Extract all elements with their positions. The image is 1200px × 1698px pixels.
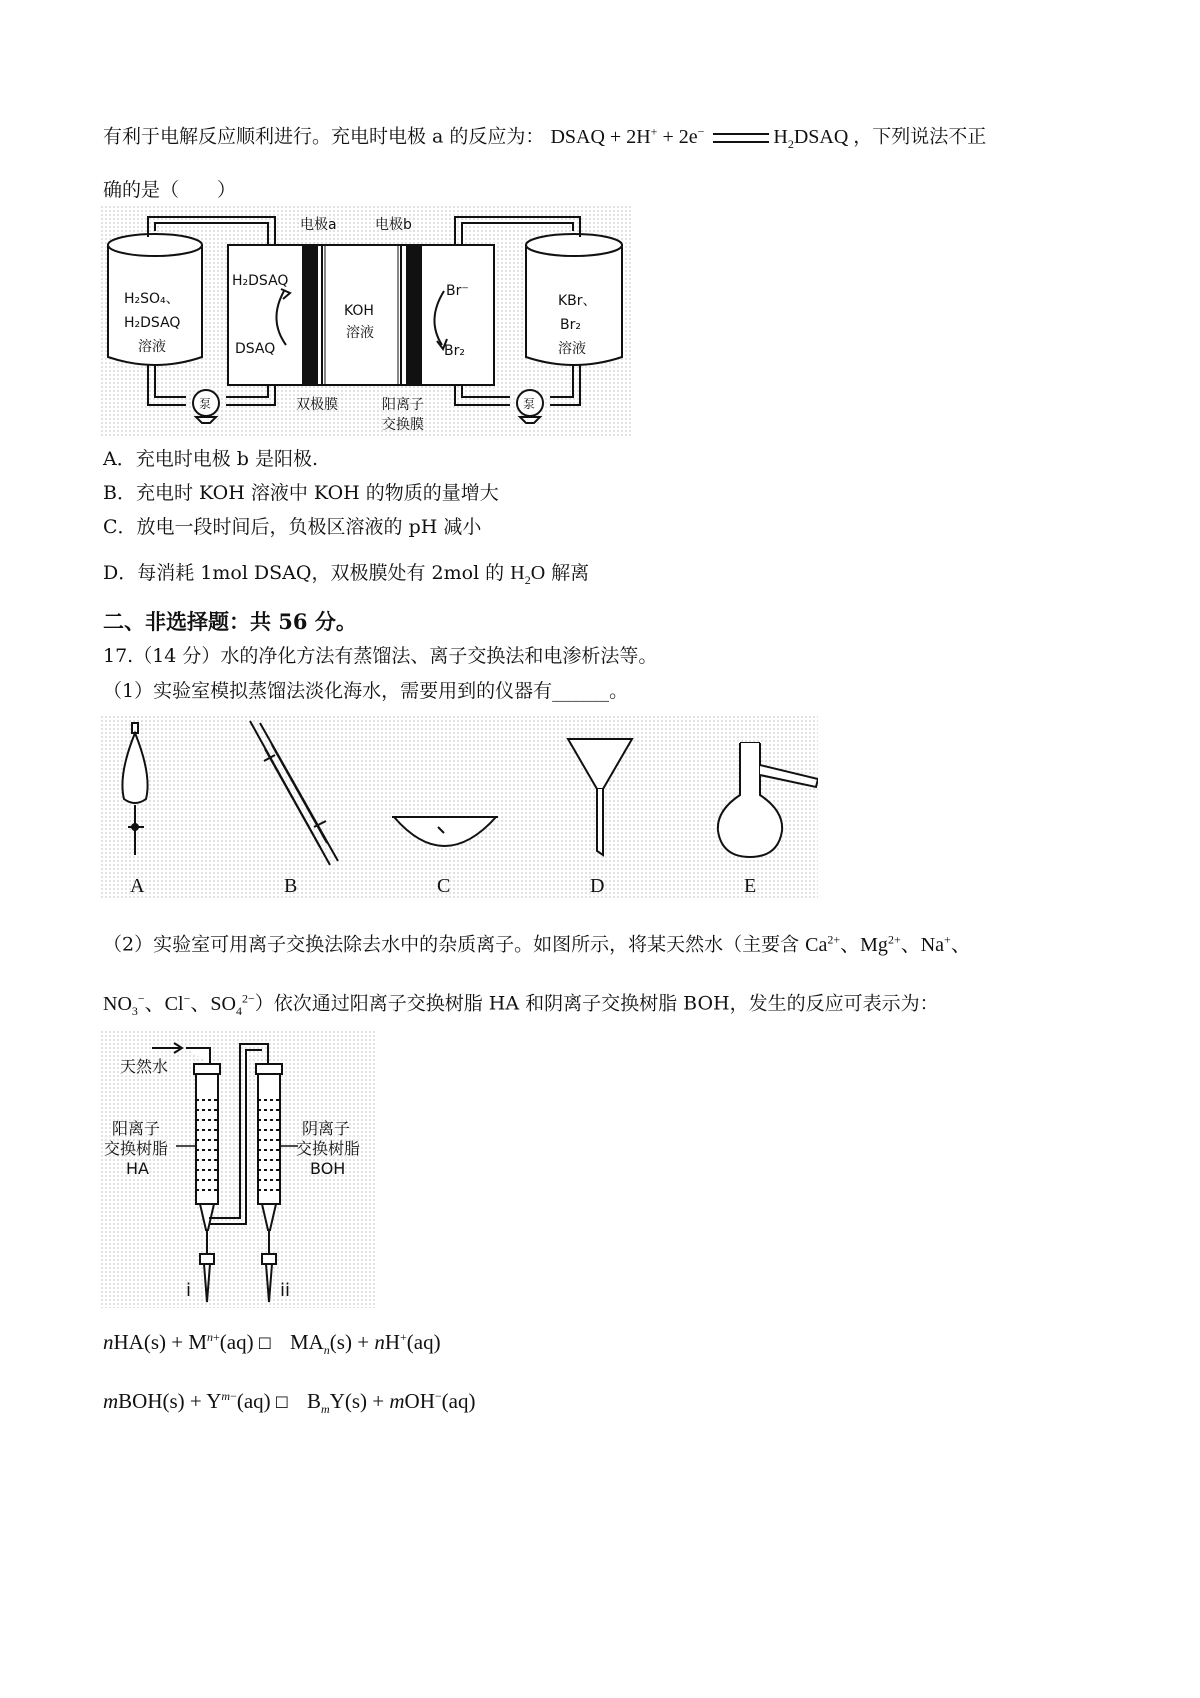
separatory-funnel-icon [122, 723, 147, 855]
apparatus-figure [100, 715, 818, 900]
exchange-equation-1: $nHA(s) + M^{n+}(aq)$ ☐ $MA_n(s) + nH^+(aq)$ [103, 1330, 441, 1358]
intro-line-1 [103, 118, 986, 157]
right-pump-label: 泵 [523, 397, 536, 411]
cation-column-icon [186, 1048, 220, 1302]
cation-resin-label-3: HA [126, 1159, 149, 1178]
outlet-i-label: i [186, 1280, 192, 1301]
apparatus-label-a: A [130, 875, 145, 897]
evaporating-dish-icon [392, 817, 498, 846]
electrode-b-label: 电极b [375, 217, 412, 233]
left-pump-label: 泵 [199, 397, 212, 411]
apparatus-label-c: C [437, 875, 451, 897]
q17-part2-line2 [103, 985, 939, 1024]
eq1-rhs2: (s) + [329, 1330, 375, 1354]
q17-part1: （1）实验室模拟蒸馏法淡化海水，需要用到的仪器有______。 [103, 680, 629, 702]
funnel-icon [568, 739, 632, 855]
option-b: B．充电时 KOH 溶液中 KOH 的物质的量增大 [103, 482, 499, 504]
distillation-flask-icon [718, 743, 818, 857]
intro-text: 有利于电解反应顺利进行。充电时电极 a 的反应为： [103, 125, 545, 148]
eq1-rhs4: (aq) [406, 1330, 441, 1354]
q17-part2-line1 [103, 926, 971, 958]
cation-membrane-label-1: 阳离子 [382, 397, 424, 413]
right-tank-label-3: 溶液 [558, 341, 586, 357]
eq1-rhs1: MA [289, 1330, 324, 1354]
center-label-2: 溶液 [346, 325, 374, 341]
equilibrium-box-icon: ☐ [274, 1393, 290, 1412]
right-tank-label-1: KBr、 [558, 293, 597, 309]
section-title: 二、非选择题：共 56 分。 [103, 609, 357, 634]
eq1-mid: (aq) [219, 1330, 254, 1354]
anion-column-icon [256, 1064, 282, 1302]
anion-resin-label-3: BOH [310, 1159, 346, 1178]
flow-battery-figure [100, 205, 632, 437]
anion-resin-label-2: 交换树脂 [296, 1139, 361, 1158]
left-chamber-bottom: DSAQ [235, 341, 276, 357]
apparatus-label-e: E [744, 875, 757, 897]
intro-tail: ，下列说法不正 [853, 125, 987, 148]
equals-sign [713, 133, 769, 143]
cation-resin-label-2: 交换树脂 [104, 1139, 169, 1158]
left-tank-label-2: H₂DSAQ [124, 315, 181, 331]
eq2-rhs2: Y(s) + [329, 1389, 390, 1413]
electrode-a-label: 电极a [300, 217, 337, 233]
condenser-icon [250, 721, 338, 865]
option-d-prefix: D．每消耗 1mol DSAQ，双极膜处有 2mol 的 [103, 562, 511, 584]
apparatus-diagram [100, 715, 818, 900]
eq-rhs: DSAQ [793, 125, 849, 148]
ion-list-2: $NO_3^-$、Cl−、$SO_4^{2-}$ [103, 991, 255, 1018]
anion-resin-label-1: 阴离子 [302, 1119, 351, 1138]
natural-water-label: 天然水 [120, 1057, 169, 1076]
center-label-1: KOH [344, 303, 374, 319]
left-chamber-top: H₂DSAQ [232, 273, 289, 289]
eq-lhs: DSAQ + 2H [550, 125, 651, 148]
right-chamber-bottom: Br₂ [444, 343, 465, 359]
option-a: A．充电时电极 b 是阳极. [103, 448, 319, 470]
right-tank-label-2: Br₂ [560, 317, 581, 333]
equilibrium-box-icon: ☐ [257, 1334, 272, 1353]
eq2-lhs: BOH(s) + Y [118, 1389, 222, 1413]
ion-exchange-figure [100, 1030, 375, 1308]
eq2-mid: (aq) [236, 1389, 271, 1413]
bipolar-membrane-label: 双极膜 [296, 397, 338, 413]
part2-text: （2）实验室可用离子交换法除去水中的杂质离子。如图所示，将某天然水（主要含 [103, 933, 800, 956]
eq2-rhs1: B [307, 1389, 322, 1413]
option-c: C．放电一段时间后，负极区溶液的 pH 减小 [103, 516, 482, 538]
left-tank-label-1: H₂SO₄、 [124, 291, 180, 307]
intro-line-2: 确的是（ ） [103, 179, 237, 201]
charging-equation: DSAQ + 2H+ + 2e− $H_2DSAQ$ [550, 124, 849, 151]
option-d-suffix: 解离 [545, 562, 590, 584]
option-d [103, 560, 589, 593]
cation-resin-label-1: 阳离子 [112, 1119, 161, 1138]
eq1-lhs: HA(s) + M [113, 1330, 208, 1354]
exchange-equation-2: mBOH(s) + $Y^{m-}(aq)$ ☐ $B_mY(s) + mOH^-(aq)$ [103, 1389, 476, 1417]
flow-battery-diagram [100, 205, 632, 437]
cation-membrane-label-2: 交换膜 [382, 417, 424, 433]
outlet-ii-label: ii [280, 1280, 291, 1301]
apparatus-label-d: D [590, 875, 605, 897]
left-tank-label-3: 溶液 [138, 339, 166, 355]
eq-mid: + 2e [657, 125, 698, 148]
ion-exchange-diagram [100, 1030, 375, 1308]
q17-intro: 17.（14 分）水的净化方法有蒸馏法、离子交换法和电渗析法等。 [103, 645, 658, 667]
apparatus-label-b: B [284, 875, 298, 897]
eq1-rhs3: H [384, 1330, 400, 1354]
eq2-rhs3: OH [404, 1389, 435, 1413]
part2-tail: ）依次通过阳离子交换树脂 HA 和阴离子交换树脂 BOH，发生的反应可表示为： [254, 992, 939, 1015]
electrode-a-bar [302, 245, 318, 385]
electrode-b-bar [406, 245, 422, 385]
ion-list-1: $Ca^{2+}$、$Mg^{2+}$、Na+、 [805, 932, 971, 956]
eq2-rhs4: (aq) [441, 1389, 476, 1413]
right-chamber-top: Br⁻ [446, 283, 469, 299]
water-formula: $H_2O$ [510, 562, 546, 587]
